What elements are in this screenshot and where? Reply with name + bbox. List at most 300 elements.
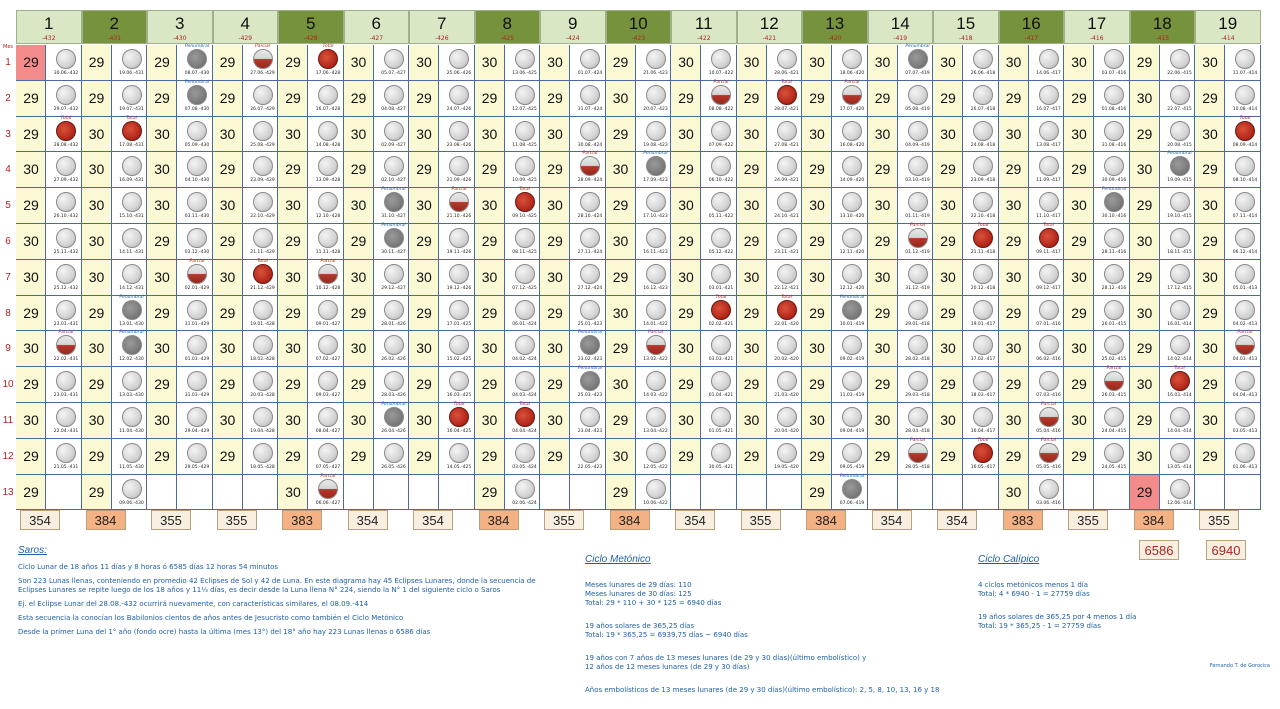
- lunar-eclipse-total-icon: [318, 49, 338, 69]
- full-moon-date: 01.11.-419: [905, 214, 930, 220]
- full-moon-date: 28.04.-418: [905, 429, 930, 434]
- full-moon-date: 07.07.-419: [905, 71, 930, 76]
- full-moon-cell: [832, 152, 868, 188]
- full-moon-date: 26.06.-418: [970, 71, 996, 76]
- full-moon-cell: [636, 188, 672, 224]
- full-moon-date: 27.08.-421: [774, 142, 799, 148]
- full-moon-icon: [318, 443, 338, 463]
- full-moon-cell: [1094, 117, 1130, 153]
- day-count-cell: [278, 296, 308, 332]
- year-number: 12: [759, 14, 779, 33]
- full-moon-cell: [46, 152, 82, 188]
- saros-para-3: Ej. el Eclipse Lunar del 28.08.-432 ocurrirá nuevamente, con características similares, el 08.09.-414: [18, 600, 369, 608]
- full-moon-icon: [384, 371, 404, 391]
- full-moon-date: 06.12.-414: [1232, 250, 1258, 255]
- full-moon-cell: [177, 152, 213, 188]
- day-count-cell: [933, 81, 963, 117]
- full-moon-date: 15.10.-431: [119, 214, 144, 220]
- full-moon-date: 12.10.-428: [315, 214, 341, 220]
- lunar-month-days: 29: [940, 376, 956, 393]
- day-count-cell: [82, 475, 112, 511]
- full-moon-cell: [898, 81, 934, 117]
- full-moon-date: 01.12.-419: [905, 250, 930, 255]
- full-moon-icon: [1170, 192, 1190, 212]
- full-moon-date: 11.08.-425: [512, 142, 537, 148]
- full-moon-cell: [46, 81, 82, 117]
- full-moon-cell: [177, 260, 213, 296]
- full-moon-icon: [580, 85, 600, 105]
- full-moon-icon: [777, 121, 797, 141]
- full-moon-date: 09.01.-427: [315, 321, 341, 327]
- full-moon-date: 12.12.-420: [839, 285, 865, 291]
- full-moon-icon: [122, 85, 142, 105]
- full-moon-icon: [646, 479, 666, 499]
- day-count-cell: [868, 260, 898, 296]
- calipic-para-2: 19 años solares de 365,25 por 4 menos 1 día Total: 19 * 365,25 - 1 = 27759 días: [978, 613, 1137, 630]
- full-moon-cell: [898, 224, 934, 260]
- full-moon-date: 05.12.-422: [708, 250, 734, 255]
- day-count-cell: [802, 45, 832, 81]
- full-moon-cell: [243, 296, 279, 332]
- full-moon-icon: [1104, 121, 1124, 141]
- full-moon-cell: [636, 81, 672, 117]
- year-number: 1: [44, 14, 54, 33]
- full-moon-date: 18.06.-420: [839, 71, 865, 76]
- year-header: [1195, 10, 1261, 44]
- full-moon-date: 28.10.-424: [577, 214, 603, 220]
- eclipse-type-label: Penumbral: [577, 330, 603, 336]
- lunar-eclipse-total-icon: [973, 228, 993, 248]
- day-count-cell: [344, 403, 374, 439]
- day-count-cell: [1064, 260, 1094, 296]
- full-moon-date: 16.01.-414: [1167, 321, 1192, 327]
- full-moon-cell: [767, 81, 803, 117]
- full-moon-icon: [515, 300, 535, 320]
- lunar-month-days: 30: [88, 268, 105, 285]
- full-moon-date: 17.08.-431: [119, 142, 144, 148]
- lunar-month-days: 29: [547, 304, 563, 321]
- lunar-month-days: 30: [1071, 340, 1087, 357]
- year-total-days: 355: [1199, 510, 1239, 530]
- full-moon-date: 14.12.-431: [119, 285, 144, 291]
- full-moon-cell: [177, 296, 213, 332]
- full-moon-icon: [449, 228, 469, 248]
- full-moon-cell: [767, 367, 803, 403]
- full-moon-date: 23.09.-418: [970, 178, 996, 184]
- eclipse-type-label: Parcial: [909, 437, 926, 443]
- lunar-month-days: 29: [678, 233, 694, 249]
- full-moon-icon: [122, 192, 142, 212]
- lunar-month-days: 30: [1136, 376, 1153, 393]
- lunar-eclipse-total-icon: [515, 407, 535, 427]
- full-moon-date: 17.06.-428: [315, 71, 341, 76]
- day-count-cell: [344, 45, 374, 81]
- lunar-month-days: 29: [1071, 447, 1087, 464]
- full-moon-cell: [1225, 45, 1261, 81]
- full-moon-cell: [439, 260, 475, 296]
- full-moon-cell: [46, 296, 82, 332]
- full-moon-cell: [439, 224, 475, 260]
- day-count-cell: [82, 260, 112, 296]
- lunar-month-days: 30: [1005, 340, 1022, 357]
- full-moon-icon: [908, 121, 928, 141]
- day-count-cell: [16, 117, 46, 153]
- day-count-cell: [278, 81, 308, 117]
- lunar-month-days: 30: [88, 197, 105, 214]
- full-moon-date: 21.11.-418: [970, 250, 996, 255]
- lunar-month-days: 30: [547, 197, 563, 214]
- full-moon-date: 23.08.-426: [446, 142, 472, 148]
- lunar-month-days: 30: [1202, 197, 1218, 214]
- day-count-cell: [671, 152, 701, 188]
- day-count-cell: [671, 224, 701, 260]
- day-count-cell: [344, 260, 374, 296]
- full-moon-cell: [374, 45, 410, 81]
- full-moon-cell: [570, 117, 606, 153]
- day-count-cell: [1064, 45, 1094, 81]
- full-moon-date: 11.05.-430: [119, 464, 144, 470]
- full-moon-icon: [384, 121, 404, 141]
- day-count-cell: [1064, 188, 1094, 224]
- full-moon-date: 03.12.-430: [184, 250, 210, 255]
- lunar-eclipse-total-icon: [711, 300, 731, 320]
- lunar-month-days: 30: [88, 161, 105, 178]
- lunar-eclipse-parcial-icon: [1104, 371, 1124, 391]
- full-moon-icon: [449, 335, 469, 355]
- lunar-eclipse-total-icon: [973, 443, 993, 463]
- lunar-month-days: 29: [1136, 197, 1153, 214]
- day-count-cell: [475, 81, 505, 117]
- full-moon-date: 03.07.-416: [1101, 71, 1127, 76]
- lunar-eclipse-total-icon: [1235, 121, 1255, 141]
- full-moon-icon: [1039, 300, 1059, 320]
- day-count-cell: [278, 188, 308, 224]
- day-count-cell: [540, 403, 570, 439]
- full-moon-cell: [374, 403, 410, 439]
- full-moon-icon: [711, 228, 731, 248]
- lunar-month-days: 29: [1005, 161, 1022, 178]
- day-count-cell: [606, 296, 636, 332]
- full-moon-cell: [46, 260, 82, 296]
- full-moon-date: 02.09.-427: [381, 142, 406, 148]
- full-moon-cell: [636, 45, 672, 81]
- full-moon-cell: [1225, 403, 1261, 439]
- full-moon-cell: [570, 188, 606, 224]
- full-moon-date: 12.02.-430: [119, 357, 144, 363]
- full-moon-date: 31.03.-429: [184, 393, 210, 399]
- lunar-month-days: 29: [481, 161, 498, 178]
- full-moon-cell: [374, 81, 410, 117]
- full-moon-date: 28.06.-421: [774, 71, 799, 76]
- full-moon-date: 24.08.-418: [970, 142, 996, 148]
- full-moon-date: 01.08.-416: [1101, 106, 1127, 112]
- year-number: 5: [306, 14, 316, 33]
- full-moon-date: 12.11.-420: [839, 250, 865, 255]
- lunar-month-days: 29: [285, 54, 301, 70]
- lunar-month-days: 29: [481, 89, 498, 106]
- full-moon-icon: [384, 335, 404, 355]
- full-moon-icon: [1170, 335, 1190, 355]
- calipic-title: Ciclo Calípico: [978, 554, 1040, 565]
- eclipse-type-label: Penumbral: [839, 294, 865, 300]
- lunar-month-days: 29: [1136, 54, 1153, 70]
- full-moon-cell: [701, 403, 737, 439]
- full-moon-cell: [112, 224, 148, 260]
- full-moon-date: 31.08.-416: [1101, 142, 1127, 148]
- lunar-month-days: 29: [219, 447, 236, 464]
- full-moon-cell: [1094, 439, 1130, 475]
- lunar-month-days: 30: [1071, 197, 1087, 214]
- day-count-cell: [1195, 475, 1225, 511]
- day-count-cell: [1130, 188, 1160, 224]
- full-moon-cell: [243, 331, 279, 367]
- lunar-month-days: 29: [743, 89, 760, 106]
- lunar-month-days: 29: [940, 447, 956, 464]
- metonic-total-box: 6940: [1206, 540, 1246, 560]
- full-moon-icon: [1235, 192, 1255, 212]
- lunar-eclipse-total-icon: [449, 407, 469, 427]
- lunar-eclipse-parcial-icon: [449, 192, 469, 212]
- full-moon-date: 23.11.-421: [774, 250, 799, 255]
- full-moon-icon: [253, 85, 273, 105]
- full-moon-date: 01.03.-429: [184, 357, 210, 363]
- day-count-cell: [213, 81, 243, 117]
- full-moon-cell: [1029, 296, 1065, 332]
- full-moon-date: 17.12.-415: [1167, 285, 1192, 291]
- year-header: [475, 10, 541, 44]
- full-moon-date: 14.11.-431: [119, 250, 144, 255]
- full-moon-icon: [449, 85, 469, 105]
- day-count-cell: [147, 224, 177, 260]
- day-count-cell: [802, 152, 832, 188]
- day-count-cell: [999, 117, 1029, 153]
- full-moon-icon: [187, 335, 207, 355]
- year-header: [802, 10, 868, 44]
- full-moon-date: 04.02.-413: [1232, 321, 1258, 327]
- full-moon-icon: [1039, 156, 1059, 176]
- lunar-month-days: 29: [1136, 340, 1153, 357]
- full-moon-date: 24.04.-415: [1101, 429, 1127, 434]
- day-count-cell: [278, 475, 308, 511]
- full-moon-cell: [636, 117, 672, 153]
- full-moon-date: 14.03.-422: [643, 393, 668, 399]
- full-moon-icon: [1170, 407, 1190, 427]
- full-moon-icon: [56, 192, 76, 212]
- day-count-cell: [671, 439, 701, 475]
- lunar-month-days: 29: [154, 447, 170, 464]
- full-moon-cell: [898, 45, 934, 81]
- lunar-month-days: 29: [874, 376, 891, 393]
- year-total-days: 355: [1068, 510, 1108, 530]
- lunar-eclipse-total-icon: [56, 121, 76, 141]
- full-moon-cell: [1094, 475, 1130, 511]
- full-moon-date: 21.10.-426: [446, 214, 472, 220]
- full-moon-icon: [1235, 300, 1255, 320]
- full-moon-date: 17.02.-417: [970, 357, 996, 363]
- month-label: 4: [5, 164, 11, 176]
- full-moon-icon: [1104, 300, 1124, 320]
- full-moon-icon: [646, 192, 666, 212]
- full-moon-date: 02.02.-421: [708, 321, 734, 327]
- lunar-month-days: 30: [612, 304, 629, 321]
- year-header: [737, 10, 803, 44]
- full-moon-icon: [122, 479, 142, 499]
- full-moon-cell: [1160, 331, 1196, 367]
- lunar-month-days: 30: [743, 125, 760, 142]
- day-count-cell: [409, 45, 439, 81]
- full-moon-cell: [963, 260, 999, 296]
- lunar-month-days: 30: [285, 268, 301, 285]
- lunar-eclipse-parcial-icon: [253, 49, 273, 69]
- day-count-cell: [540, 188, 570, 224]
- full-moon-date: 21.11.-429: [250, 250, 275, 255]
- full-moon-cell: [505, 45, 541, 81]
- full-moon-date: 22.06.-415: [1167, 71, 1192, 76]
- full-moon-icon: [1039, 335, 1059, 355]
- eclipse-type-label: Total: [1239, 115, 1251, 121]
- lunar-eclipse-parcial-icon: [56, 335, 76, 355]
- lunar-month-days: 30: [874, 340, 891, 357]
- full-moon-cell: [177, 45, 213, 81]
- lunar-month-days: 29: [940, 89, 956, 106]
- day-count-cell: [82, 188, 112, 224]
- full-moon-cell: [439, 439, 475, 475]
- day-count-cell: [868, 403, 898, 439]
- day-count-cell: [606, 260, 636, 296]
- full-moon-icon: [1039, 85, 1059, 105]
- full-moon-icon: [580, 443, 600, 463]
- lunar-month-days: 30: [285, 340, 301, 357]
- full-moon-cell: [898, 260, 934, 296]
- full-moon-date: 19.12.-426: [446, 285, 472, 291]
- day-count-cell: [671, 260, 701, 296]
- lunar-month-days: 29: [481, 447, 498, 464]
- full-moon-cell: [1160, 117, 1196, 153]
- full-moon-icon: [56, 49, 76, 69]
- full-moon-date: 08.11.-425: [512, 250, 537, 255]
- full-moon-cell: [177, 403, 213, 439]
- full-moon-cell: [439, 45, 475, 81]
- day-count-cell: [82, 81, 112, 117]
- full-moon-icon: [711, 407, 731, 427]
- eclipse-type-label: Total: [453, 402, 465, 407]
- year-total-days: 384: [86, 510, 126, 530]
- year-total-days: 355: [544, 510, 584, 530]
- lunar-month-days: 30: [940, 268, 956, 285]
- day-count-cell: [802, 331, 832, 367]
- lunar-month-days: 30: [1005, 125, 1022, 142]
- eclipse-type-label: Total: [322, 44, 334, 49]
- full-moon-cell: [308, 152, 344, 188]
- full-moon-date: 17.01.-425: [446, 321, 472, 327]
- full-moon-cell: [374, 260, 410, 296]
- full-moon-date: 22.07.-415: [1167, 106, 1192, 112]
- day-count-cell: [409, 296, 439, 332]
- full-moon-cell: [570, 296, 606, 332]
- full-moon-cell: [570, 439, 606, 475]
- full-moon-date: 23.04.-423: [577, 429, 603, 434]
- full-moon-icon: [1235, 49, 1255, 69]
- lunar-eclipse-penumbral-icon: [187, 49, 207, 69]
- full-moon-cell: [963, 81, 999, 117]
- lunar-month-days: 29: [1202, 233, 1218, 249]
- lunar-month-days: 29: [678, 376, 694, 393]
- year-total-days: 354: [20, 510, 60, 530]
- full-moon-cell: [832, 188, 868, 224]
- full-moon-date: 23.03.-431: [53, 393, 79, 399]
- full-moon-date: 07.05.-427: [315, 464, 341, 470]
- full-moon-cell: [439, 296, 475, 332]
- eclipse-type-label: Penumbral: [184, 44, 210, 49]
- full-moon-cell: [636, 475, 672, 511]
- lunar-month-days: 29: [940, 233, 956, 249]
- full-moon-cell: [898, 475, 934, 511]
- lunar-month-days: 29: [219, 89, 236, 106]
- full-moon-cell: [308, 117, 344, 153]
- eclipse-type-label: Total: [1043, 223, 1054, 228]
- lunar-eclipse-penumbral-icon: [908, 49, 928, 69]
- lunar-eclipse-penumbral-icon: [580, 371, 600, 391]
- full-moon-icon: [56, 443, 76, 463]
- month-label: 13: [2, 486, 14, 498]
- full-moon-cell: [898, 403, 934, 439]
- year-total-days: 384: [1134, 510, 1174, 530]
- day-count-cell: [802, 439, 832, 475]
- lunar-month-days: 30: [416, 125, 432, 142]
- full-moon-cell: [439, 331, 475, 367]
- lunar-month-days: 29: [874, 447, 891, 464]
- full-moon-icon: [646, 300, 666, 320]
- full-moon-date: 27.09.-432: [53, 178, 79, 184]
- lunar-month-days: 30: [678, 340, 694, 357]
- year-header: [999, 10, 1065, 44]
- day-count-cell: [278, 224, 308, 260]
- lunar-month-days: 29: [612, 268, 629, 285]
- full-moon-icon: [318, 371, 338, 391]
- day-count-cell: [409, 403, 439, 439]
- full-moon-cell: [1225, 367, 1261, 403]
- lunar-month-days: 30: [1202, 54, 1218, 70]
- full-moon-icon: [1170, 121, 1190, 141]
- lunar-month-days: 30: [23, 268, 39, 285]
- lunar-month-days: 29: [874, 304, 891, 321]
- full-moon-cell: [1160, 152, 1196, 188]
- lunar-month-days: 30: [1202, 125, 1218, 142]
- month-label: 6: [5, 236, 11, 247]
- day-count-cell: [540, 439, 570, 475]
- full-moon-icon: [253, 443, 273, 463]
- full-moon-cell: [177, 331, 213, 367]
- full-moon-icon: [1235, 85, 1255, 105]
- lunar-month-days: 30: [481, 268, 498, 285]
- full-moon-date: 05.11.-422: [708, 214, 734, 220]
- year-total-days: 354: [937, 510, 977, 530]
- full-moon-icon: [1235, 407, 1255, 427]
- year-bce: -428: [303, 35, 318, 42]
- full-moon-date: 11.03.-419: [839, 393, 865, 399]
- full-moon-icon: [449, 264, 469, 284]
- full-moon-cell: [767, 152, 803, 188]
- year-total-days: 355: [151, 510, 191, 530]
- lunar-month-days: 29: [809, 376, 825, 393]
- lunar-month-days: 30: [88, 125, 105, 142]
- day-count-cell: [868, 296, 898, 332]
- full-moon-date: 04.03.-424: [512, 393, 537, 399]
- day-count-cell: [475, 224, 505, 260]
- year-header: [278, 10, 344, 44]
- full-moon-date: 01.07.-424: [577, 71, 603, 76]
- year-bce: -419: [893, 35, 908, 42]
